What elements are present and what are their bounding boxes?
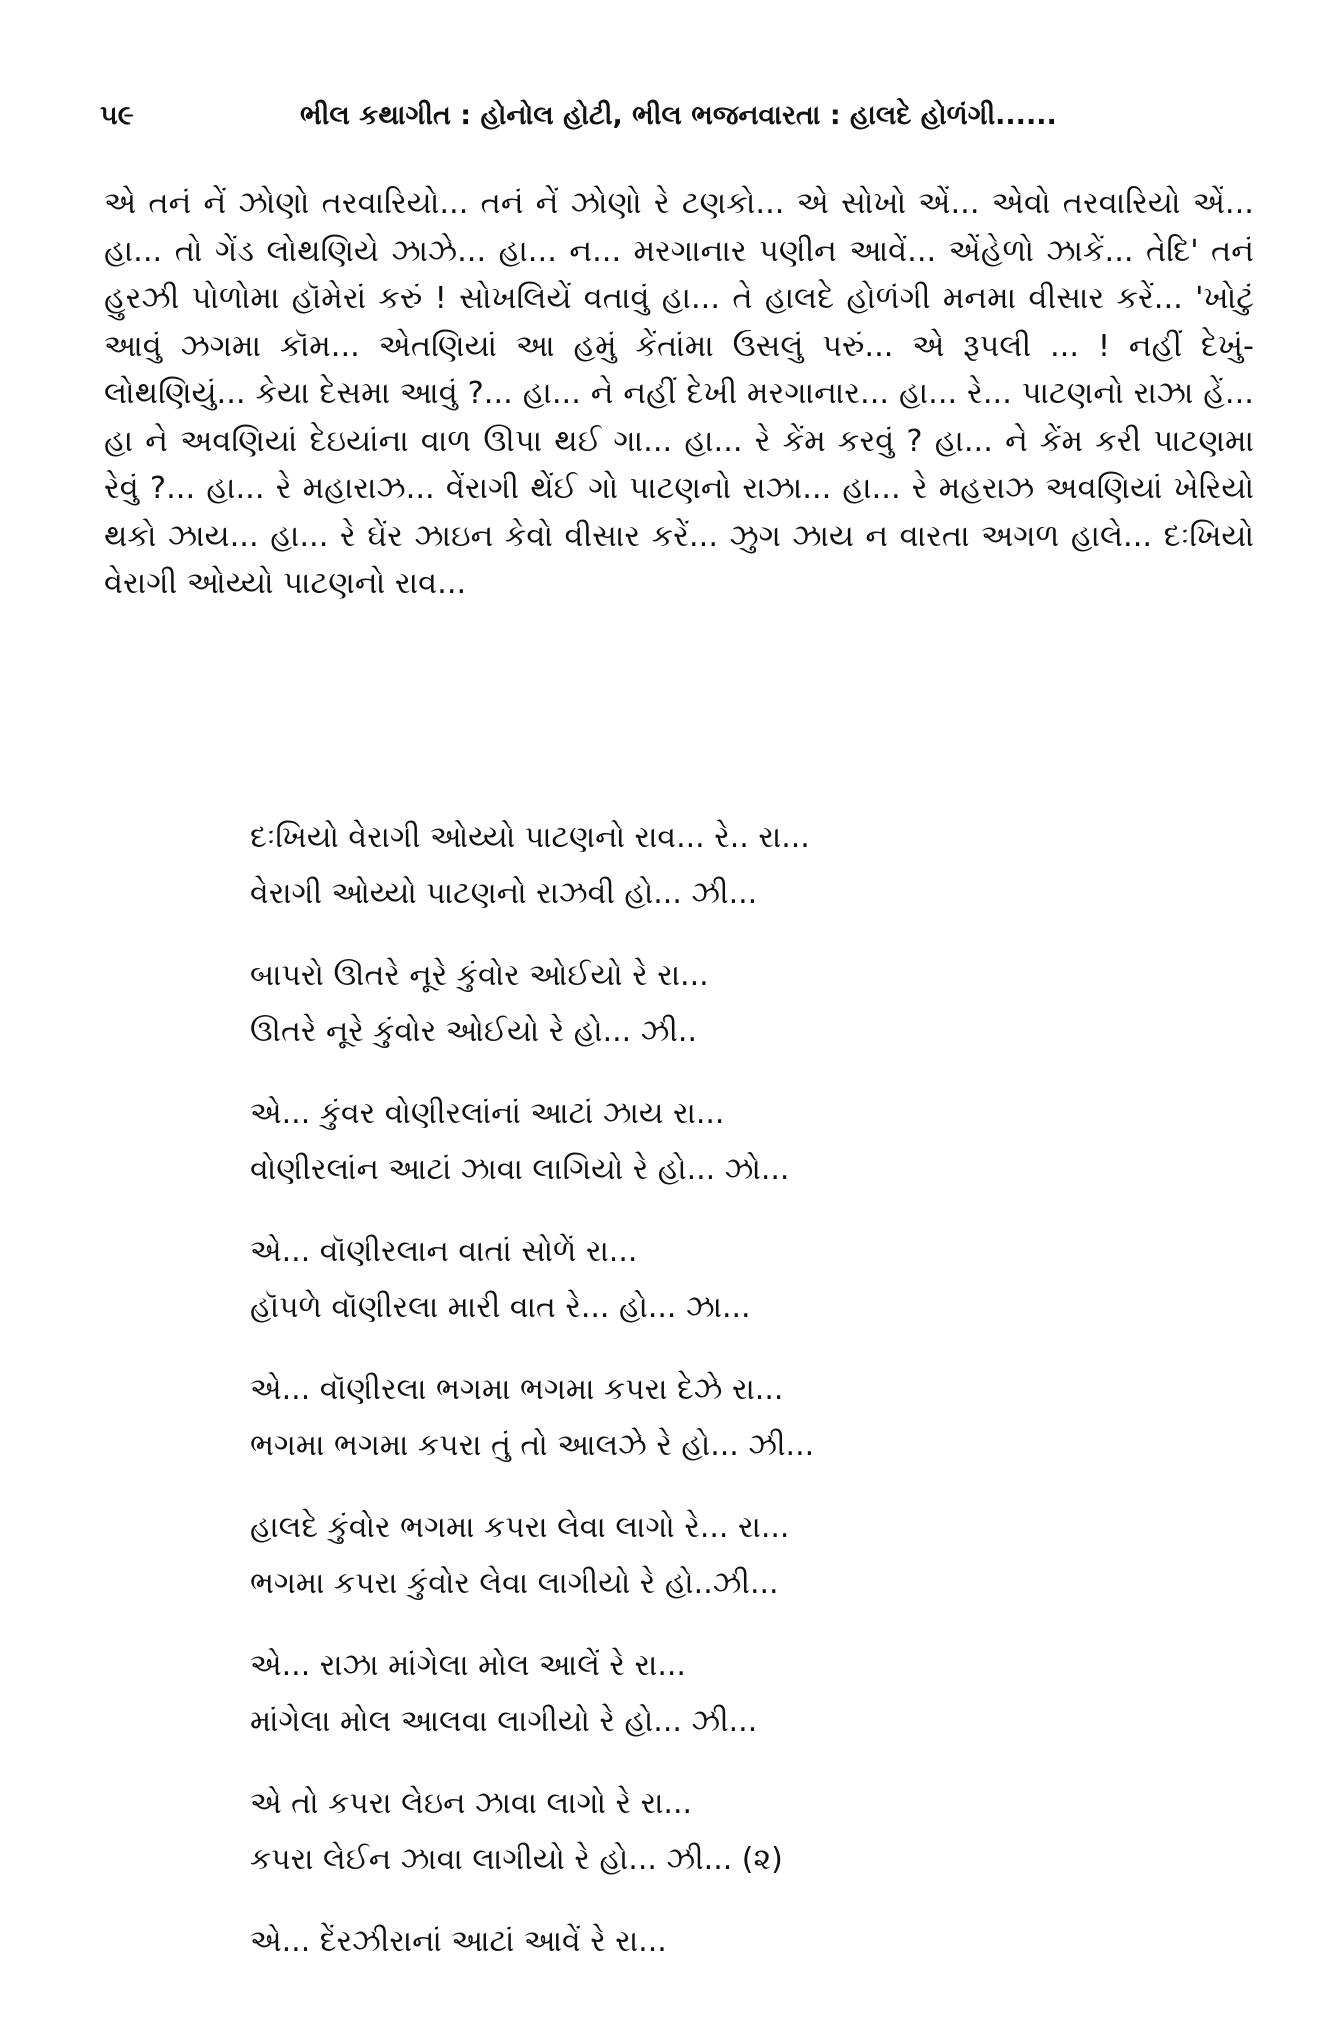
verse-line: એ તો કપરા લેઇન ઝાવા લાગો રે રા... [250,1786,693,1821]
stanza-1 [250,810,1250,922]
stanza-8 [250,1776,1250,1888]
stanza-4 [250,1224,1250,1336]
stanza-5 [250,1362,1250,1474]
stanza-3 [250,1086,1250,1198]
stanza-6 [250,1500,1250,1612]
verse-line: વેરાગી ઓય્યો પાટણનો રાઝવી હો... ઝી... [250,876,758,911]
verse-line: વોણીરલાંન આટાં ઝાવા લાગિયો રે હો... ઝો... [250,1152,790,1187]
stanza-7 [250,1638,1250,1750]
verse-line: એ... રાઝા માંગેલા મોલ આલેં રે રા... [250,1648,686,1683]
prose-paragraph [104,180,1254,608]
verse-line: એ... વૉણીરલાન વાતાં સોળેં રા... [250,1234,638,1269]
page-header [100,100,1250,144]
verse-line: એ... દેંરઝીરાનાં આટાં આવેં રે રા... [250,1924,667,1959]
verse-line: ભગમા કપરા કુંવોર લેવા લાગીયો રે હો..ઝી... [250,1566,779,1601]
verse-line: હૉપળે વૉણીરલા મારી વાત રે... હો... ઝા... [250,1290,751,1325]
page-number: ૫૯ [100,100,134,131]
stanza-2 [250,948,1250,1060]
verse-block [250,810,1250,1996]
verse-line: ઊતરે નૂરે કુંવોર ઓઈયો રે હો... ઝી.. [250,1014,697,1049]
verse-line: એ... વૉણીરલા ભગમા ભગમા કપરા દેઝે રા... [250,1372,784,1407]
running-title: ભીલ કથાગીત : હોનોલ હોટી, ભીલ ભજનવારતા : હાલદે હોળંગી...... [300,100,1057,131]
verse-line: હાલદે કુંવોર ભગમા કપરા લેવા લાગો રે... રા... [250,1510,790,1545]
verse-line: બાપરો ઊતરે નૂરે કુંવોર ઓઈયો રે રા... [250,958,709,993]
prose-text: એ તનં નેં ઝોણો તરવારિયો... તનં નેં ઝોણો રે ટણકો... એ સોખો એં... એવો તરવારિયો એં... હા... તો ગેંડ લોથણિયે ઝાઝે... હા... ન... મરગાનાર પણીન આવેં... એંહેળો ઝાકેં... તેદિ' તનં હુરઝી પોળોમા હૉમેરાં કરું ! સોખલિયેં વતાવું હા... તે હાલદે હોળંગી મનમા વીસાર કરેં... 'ખોટું આવું ઝગમા કૉમ... એતણિયાં આ હમું કેંતાંમા ઉસલું પરું... એ રૂપલી ... ! નહીં દેખું-લોથણિયું... કેયા દેસમા આવું ?... હા... ને નહીં દેખી મરગાનાર... હા... રે... પાટણનો રાઝા હેં... હા ને અવણિયાં દેઇયાંના વાળ ઊપા થઈ ગા... હા... રે કેંમ કરવું ? હા... ને કેંમ કરી પાટણમા રેવું ?... હા... રે મહારાઝ... વેંરાગી થેંઈ ગો પાટણનો રાઝા... હા... રે મહરાઝ અવણિયાં ખેરિયો થકો ઝાય... હા... રે ઘેંર ઝાઇન કેવો વીસાર કરેં... ઝુગ ઝાય ન વારતા અગળ હાલે... દઃખિયો વેરાગી ઓય્યો પાટણનો રાવ... [104,186,1254,601]
verse-line: દઃખિયો વેરાગી ઓય્યો પાટણનો રાવ... રે.. રા... [250,820,810,855]
verse-line: એ... કુંવર વોણીરલાંનાં આટાં ઝાય રા... [250,1096,725,1131]
verse-line: ભગમા ભગમા કપરા તું તો આલઝે રે હો... ઝી... [250,1428,815,1463]
stanza-9 [250,1914,1250,1970]
verse-line: કપરા લેઈન ઝાવા લાગીયો રે હો... ઝી... (૨) [250,1842,783,1877]
verse-line: માંગેલા મોલ આલવા લાગીયો રે હો... ઝી... [250,1704,758,1739]
